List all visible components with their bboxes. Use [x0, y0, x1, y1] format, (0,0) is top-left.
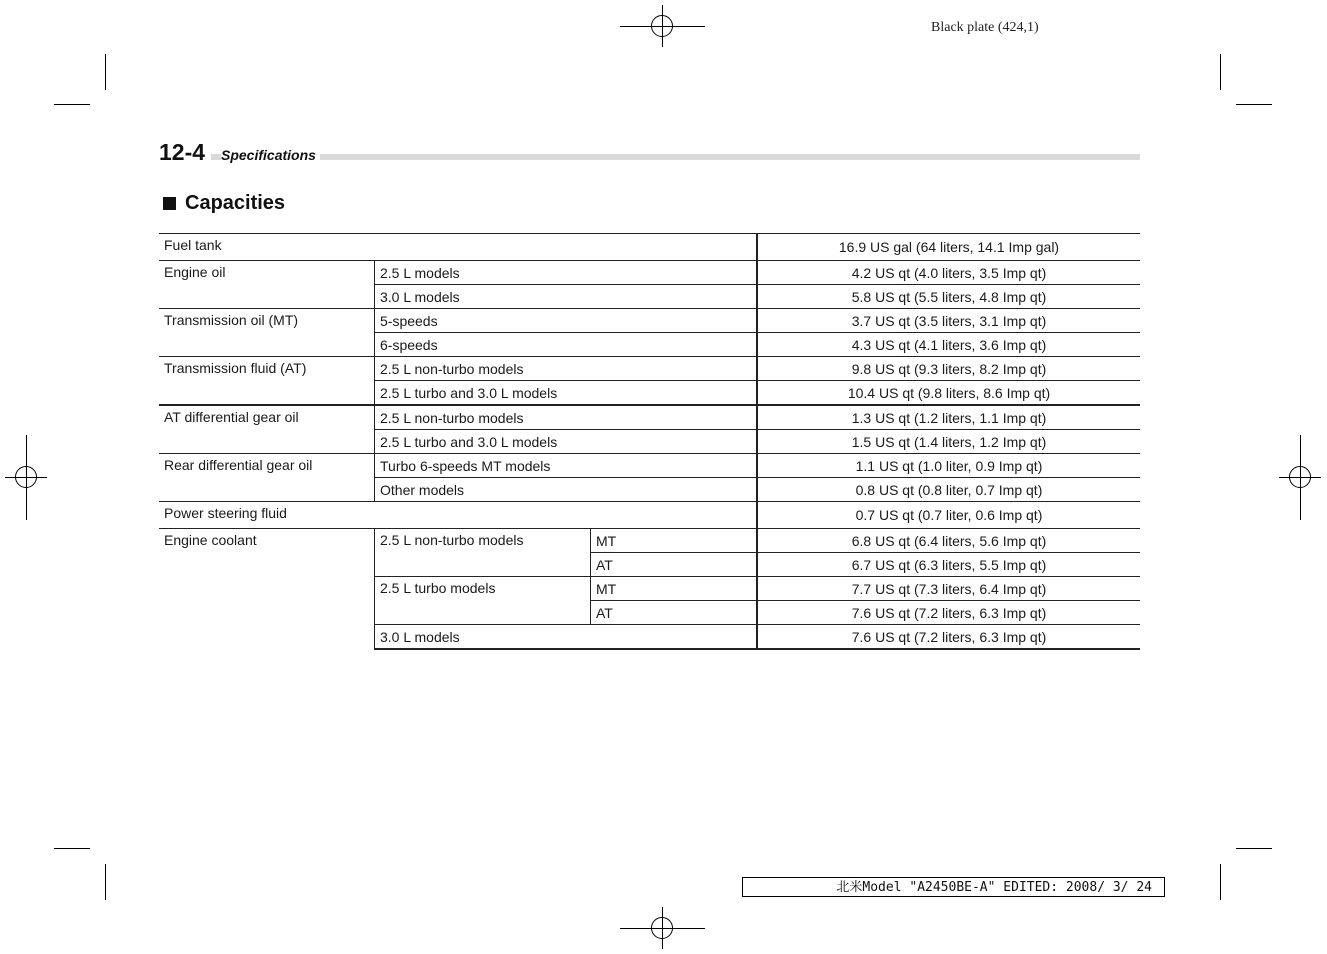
value-cell: 6.7 US qt (6.3 liters, 5.5 Imp qt)	[757, 553, 1140, 577]
section-title-text: Capacities	[185, 192, 286, 214]
value-cell: 7.7 US qt (7.3 liters, 6.4 Imp qt)	[757, 577, 1140, 601]
subcategory-cell: 2.5 L turbo and 3.0 L models	[375, 430, 758, 454]
subcategory-cell: 2.5 L models	[375, 261, 758, 285]
plate-label: Black plate (424,1)	[931, 20, 1039, 35]
value-cell: 1.5 US qt (1.4 liters, 1.2 Imp qt)	[757, 430, 1140, 454]
category-cell: Transmission oil (MT)	[159, 309, 375, 357]
subcategory-cell: Other models	[375, 478, 758, 502]
registration-circle	[15, 466, 37, 488]
crop-mark	[54, 104, 90, 105]
subcategory-cell: 2.5 L non-turbo models	[375, 357, 758, 381]
category-cell: Fuel tank	[159, 234, 757, 261]
category-cell: Transmission fluid (AT)	[159, 357, 375, 406]
subcategory-cell: 3.0 L models	[375, 285, 758, 309]
table-row	[159, 502, 1140, 529]
category-cell: Power steering fluid	[159, 502, 757, 529]
capacities-table	[159, 233, 1140, 650]
value-cell: 6.8 US qt (6.4 liters, 5.6 Imp qt)	[757, 529, 1140, 553]
crop-mark	[1220, 864, 1221, 900]
crop-mark	[54, 848, 90, 849]
value-cell: 1.1 US qt (1.0 liter, 0.9 Imp qt)	[757, 454, 1140, 478]
category-cell: Engine coolant	[159, 529, 375, 650]
value-cell: 4.3 US qt (4.1 liters, 3.6 Imp qt)	[757, 333, 1140, 357]
value-cell: 9.8 US qt (9.3 liters, 8.2 Imp qt)	[757, 357, 1140, 381]
subcategory-cell: 2.5 L turbo and 3.0 L models	[375, 381, 758, 406]
value-cell: 1.3 US qt (1.2 liters, 1.1 Imp qt)	[757, 405, 1140, 430]
table-row	[159, 405, 1140, 430]
subcategory-cell: 5-speeds	[375, 309, 758, 333]
table-row	[159, 357, 1140, 381]
value-cell: 0.8 US qt (0.8 liter, 0.7 Imp qt)	[757, 478, 1140, 502]
value-cell: 5.8 US qt (5.5 liters, 4.8 Imp qt)	[757, 285, 1140, 309]
crop-mark	[1236, 104, 1272, 105]
table-row	[159, 234, 1140, 261]
transmission-cell: AT	[591, 553, 758, 577]
square-bullet-icon	[163, 197, 176, 210]
transmission-cell: AT	[591, 601, 758, 625]
registration-circle	[651, 917, 673, 939]
crop-mark	[105, 54, 106, 90]
registration-circle	[651, 15, 673, 37]
subcategory-cell: 3.0 L models	[375, 625, 758, 650]
value-cell: 3.7 US qt (3.5 liters, 3.1 Imp qt)	[757, 309, 1140, 333]
registration-circle	[1289, 466, 1311, 488]
transmission-cell: MT	[591, 529, 758, 553]
page-number: 12-4	[159, 139, 211, 166]
value-cell: 16.9 US gal (64 liters, 14.1 Imp gal)	[757, 234, 1140, 261]
value-cell: 7.6 US qt (7.2 liters, 6.3 Imp qt)	[757, 601, 1140, 625]
footer-edit-stamp: 北米Model "A2450BE-A" EDITED: 2008/ 3/ 24	[742, 877, 1165, 897]
transmission-cell: MT	[591, 577, 758, 601]
table-row	[159, 309, 1140, 333]
section-name: Specifications	[221, 147, 320, 163]
subcategory-cell: 2.5 L non-turbo models	[375, 405, 758, 430]
subcategory-cell: 6-speeds	[375, 333, 758, 357]
value-cell: 4.2 US qt (4.0 liters, 3.5 Imp qt)	[757, 261, 1140, 285]
value-cell: 0.7 US qt (0.7 liter, 0.6 Imp qt)	[757, 502, 1140, 529]
subcategory-cell: 2.5 L turbo models	[375, 577, 591, 625]
subcategory-cell: Turbo 6-speeds MT models	[375, 454, 758, 478]
table-row	[159, 261, 1140, 285]
value-cell: 10.4 US qt (9.8 liters, 8.6 Imp qt)	[757, 381, 1140, 406]
crop-mark	[1236, 848, 1272, 849]
category-cell: Engine oil	[159, 261, 375, 309]
subcategory-cell: 2.5 L non-turbo models	[375, 529, 591, 577]
section-title	[163, 192, 285, 215]
table-row	[159, 529, 1140, 553]
value-cell: 7.6 US qt (7.2 liters, 6.3 Imp qt)	[757, 625, 1140, 650]
table-row	[159, 454, 1140, 478]
crop-mark	[1220, 54, 1221, 90]
category-cell: Rear differential gear oil	[159, 454, 375, 502]
category-cell: AT differential gear oil	[159, 405, 375, 454]
crop-mark	[105, 864, 106, 900]
